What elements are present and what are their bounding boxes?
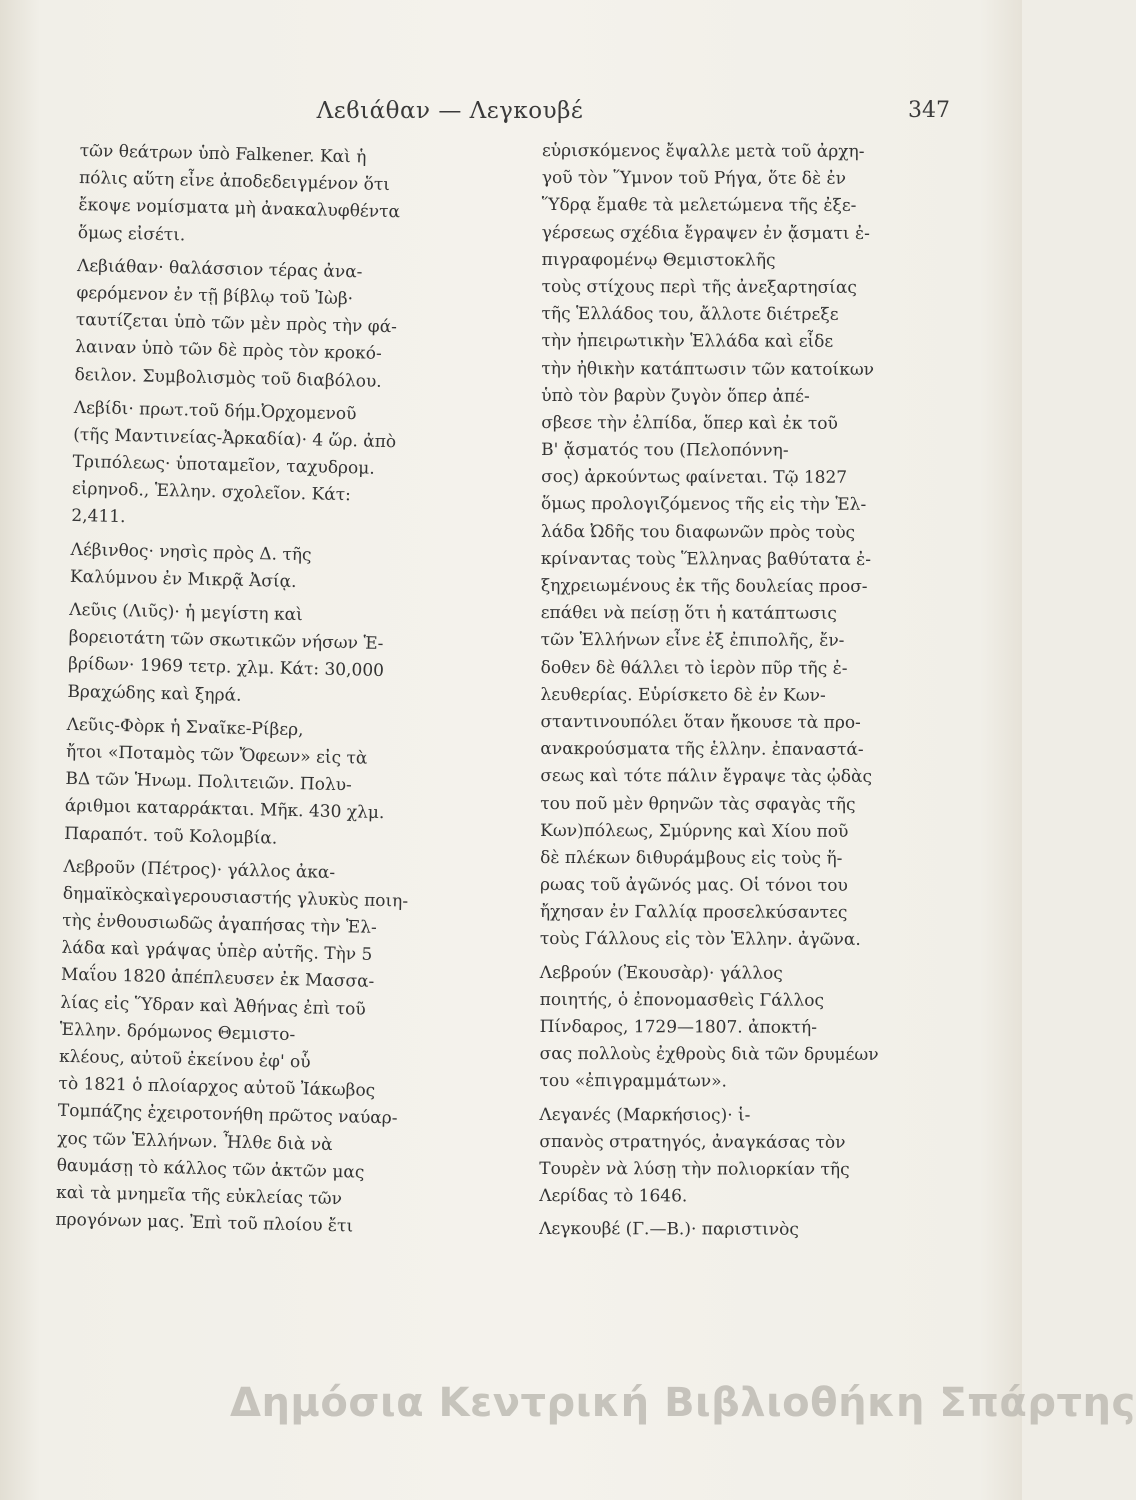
text-line: τῶν θεάτρων ὑπὸ Falkener. Καὶ ἡ	[79, 140, 367, 168]
page-number: 347	[908, 98, 950, 123]
text-line: Κων)πόλεως, Σμύρνης καὶ Χίου ποῦ	[540, 820, 849, 842]
text-line: λαιναν ὑπὸ τῶν δὲ πρὸς τὸν κροκό-	[75, 337, 382, 365]
text-line: κλέους, αὐτοῦ ἐκείνου ἐφ' οὗ	[58, 1046, 311, 1073]
text-line: λάδα καὶ γράψας ὑπὲρ αὐτῆς. Τὴν 5	[61, 938, 373, 966]
text-line: κρίναντας τοὺς Ἕλληνας βαθύτατα ἐ-	[540, 548, 872, 570]
text-line: θαυμάσῃ τὸ κάλλος τῶν ἀκτῶν μας	[56, 1155, 365, 1183]
text-line: Τριπόλεως· ὑποταμεῖον, ταχυδρομ.	[72, 451, 375, 479]
text-line: ποιητής, ὁ ἐπονομασθεὶς Γάλλος	[539, 989, 825, 1011]
text-line: σεως καὶ τότε πάλιν ἔγραψε τὰς ᾠδὰς	[540, 766, 873, 788]
page-header	[0, 98, 1022, 128]
text-line: Λεῦις (Λιῦς)· ἡ μεγίστη καὶ	[69, 599, 303, 626]
text-line: Λεῦις-Φὸρκ ἡ Σναῖκε-Ρίβερ,	[66, 714, 304, 740]
text-line: δημαϊκὸςκαὶγερουσιαστής γλυκὺς ποιη-	[62, 883, 409, 912]
text-line: Τουρὲν νὰ λύσῃ τὴν πολιορκίαν τῆς	[539, 1158, 850, 1180]
text-line: γέρσεως σχέδια ἔγραψεν ἐν ᾄσματι ἐ-	[541, 222, 870, 244]
text-line: Παραπότ. τοῦ Κολομβία.	[63, 823, 278, 849]
text-line: προγόνων μας. Ἐπὶ τοῦ πλοίου ἔτι	[55, 1209, 354, 1237]
text-line: Λεγκουβέ (Γ.—Β.)· παριστινὸς	[539, 1219, 799, 1240]
text-line: Βραχώδης καὶ ξηρά.	[67, 681, 242, 706]
text-line: βρίδων· 1969 τετρ. χλμ. Κάτ: 30,000	[67, 654, 385, 682]
text-line: Λεβροῦν (Πέτρος)· γάλλος ἀκα-	[63, 856, 336, 883]
text-line: τὴν ἠπειρωτικὴν Ἑλλάδα καὶ εἶδε	[541, 331, 834, 353]
text-line: Λεβρούν (Ἐκουσὰρ)· γάλλος	[539, 962, 783, 984]
text-line: ἤχησαν ἐν Γαλλίᾳ προσελκύσαντες	[539, 902, 848, 924]
text-line: Τομπάζης ἐχειροτονήθη πρῶτος ναύαρ-	[57, 1101, 398, 1129]
text-line: άριθμοι καταρράκται. Μῆκ. 430 χλμ.	[64, 796, 385, 824]
text-line: τῶν Ἑλλήνων εἶνε ἐξ ἐπιπολῆς, ἔν-	[540, 630, 845, 652]
text-line: ταυτίζεται ὑπὸ τῶν μὲν πρὸς τὴν φά-	[75, 310, 398, 338]
text-line: ὅμως προλογιζόμενος τῆς εἰς τὴν Ἑλ-	[541, 494, 867, 516]
text-line: ἤτοι «Ποταμὸς τῶν Ὄφεων» εἰς τὰ	[65, 741, 368, 769]
text-line: δειλον. Συμβολισμὸς τοῦ διαβόλου.	[74, 364, 382, 392]
text-line: Λεβιάθαν· θαλάσσιον τέρας ἀνα-	[76, 255, 363, 283]
text-line: τὴν ἠθικὴν κατάπτωσιν τῶν κατοίκων	[541, 358, 875, 380]
text-line: Πίνδαρος, 1729—1807. ἀποκτή-	[539, 1016, 817, 1038]
text-line: Ὕδρᾳ ἔμαθε τὰ μελετώμενα τῆς ἐξε-	[541, 195, 857, 217]
text-line: ὅμως εἰσέτι.	[77, 222, 186, 245]
text-line: εἰρηνοδ., Ἑλλην. σχολεῖον. Κάτ:	[71, 479, 352, 506]
text-line: ἔκοψε νομίσματα μὴ ἀνακαλυφθέντα	[78, 195, 401, 223]
text-line: τὸ 1821 ὁ πλοίαρχος αὐτοῦ Ἰάκωβος	[58, 1073, 376, 1102]
text-line: δὲ πλέκων διθυράμβους εἰς τοὺς ἥ-	[540, 847, 843, 869]
text-line: φερόμενον ἐν τῇ βίβλῳ τοῦ Ἰὼβ·	[76, 282, 354, 310]
text-line: λίας εἰς Ὕδραν καὶ Ἀθήνας ἐπὶ τοῦ	[60, 992, 366, 1020]
text-line: εὑρισκόμενος ἔψαλλε μετὰ τοῦ ἀρχη-	[541, 140, 865, 162]
text-line: Μαΐου 1820 ἀπέπλευσεν ἐκ Μασσα-	[60, 965, 375, 993]
text-line: τοὺς Γάλλους εἰς τὸν Ἑλλην. ἀγῶνα.	[539, 929, 861, 951]
text-line: Β' ᾄσματός του (Πελοπόννη-	[541, 440, 789, 461]
text-line: σος) ἀρκούντως φαίνεται. Τῷ 1827	[541, 467, 848, 489]
text-line: σταντινουπόλει ὅταν ἤκουσε τὰ προ-	[540, 711, 861, 733]
text-line: Λέβινθος· νησὶς πρὸς Δ. τῆς	[70, 539, 312, 565]
text-line: Λεβίδι· πρωτ.τοῦ δήμ.Ὀρχομενοῦ	[73, 397, 357, 425]
text-line: ρωας τοῦ ἀγῶνός μας. Οἱ τόνοι του	[540, 875, 848, 896]
text-line: χος τῶν Ἑλλήνων. Ἦλθε διὰ νὰ	[57, 1128, 333, 1155]
text-line: τῆς Ἑλλάδος του, ἄλλοτε διέτρεξε	[541, 304, 839, 325]
text-line: ὑπὸ τὸν βαρὺν ζυγὸν ὅπερ ἀπέ-	[541, 385, 810, 407]
text-line: ΒΔ τῶν Ἡνωμ. Πολιτειῶν. Πολυ-	[65, 768, 353, 796]
text-line: Καλύμνου ἐν Μικρᾷ Ἀσίᾳ.	[69, 566, 297, 592]
text-line: λευθερίας. Εὑρίσκετο δὲ ἐν Κων-	[540, 684, 826, 706]
left-column	[55, 138, 460, 1243]
text-line: σβεσε τὴν ἐλπίδα, ὅπερ καὶ ἐκ τοῦ	[541, 412, 838, 434]
text-line: επάθει νὰ πείσῃ ὅτι ἡ κατάπτωσις	[540, 603, 837, 624]
text-line: ανακρούσματα τῆς ἑλλην. ἐπαναστά-	[540, 739, 864, 760]
text-line: Λερίδας τὸ 1646.	[539, 1186, 688, 1207]
library-watermark: Δημόσια Κεντρική Βιβλιοθήκη Σπάρτης	[230, 1380, 1136, 1426]
right-column	[539, 138, 952, 1245]
text-line: ξηχρειωμένους ἐκ τῆς δουλείας προσ-	[540, 575, 868, 597]
text-line: λάδα Ὠδῆς του διαφωνῶν πρὸς τοὺς	[540, 521, 856, 543]
text-line: του «ἐπιγραμμάτων».	[539, 1071, 727, 1092]
text-line: πόλις αὕτη εἶνε ἀποδεδειγμένον ὅτι	[78, 168, 391, 196]
text-line: του ποῦ μὲν θρηνῶν τὰς σφαγὰς τῆς	[540, 793, 856, 815]
text-line: 2,411.	[71, 506, 126, 528]
text-line: Λεγανές (Μαρκήσιος)· ἱ-	[539, 1104, 751, 1126]
text-line: σας πολλοὺς ἐχθροὺς διὰ τῶν δρυμέων	[539, 1044, 879, 1066]
text-line: τοὺς στίχους περὶ τῆς ἀνεξαρτησίας	[541, 276, 857, 298]
text-line: Ἑλλην. δρόμωνος Θεμιστο-	[59, 1019, 296, 1045]
running-title: Λεϐιάθαν — Λεγκουβέ	[316, 98, 584, 124]
text-line: βορειοτάτη τῶν σκωτικῶν νήσων Ἑ-	[68, 627, 384, 655]
text-line: γοῦ τὸν Ὕμνον τοῦ Ρήγα, ὅτε δὲ ἐν	[541, 168, 847, 189]
text-line: δοθεν δὲ θάλλει τὸ ἱερὸν πῦρ τῆς ἐ-	[540, 657, 848, 679]
text-line: καὶ τὰ μνημεῖα τῆς εὐκλείας τῶν	[55, 1182, 343, 1210]
text-line: πιγραφομένῳ Θεμιστοκλῆς	[541, 249, 776, 271]
text-line: τὴς ἐνθουσιωδῶς ἀγαπήσας τὴν Ἑλ-	[62, 910, 377, 938]
text-line: (τῆς Μαντινείας-Ἀρκαδία)· 4 ὥρ. ἀπὸ	[73, 424, 397, 453]
text-line: σπανὸς στρατηγός, ἀναγκάσας τὸν	[539, 1131, 846, 1153]
